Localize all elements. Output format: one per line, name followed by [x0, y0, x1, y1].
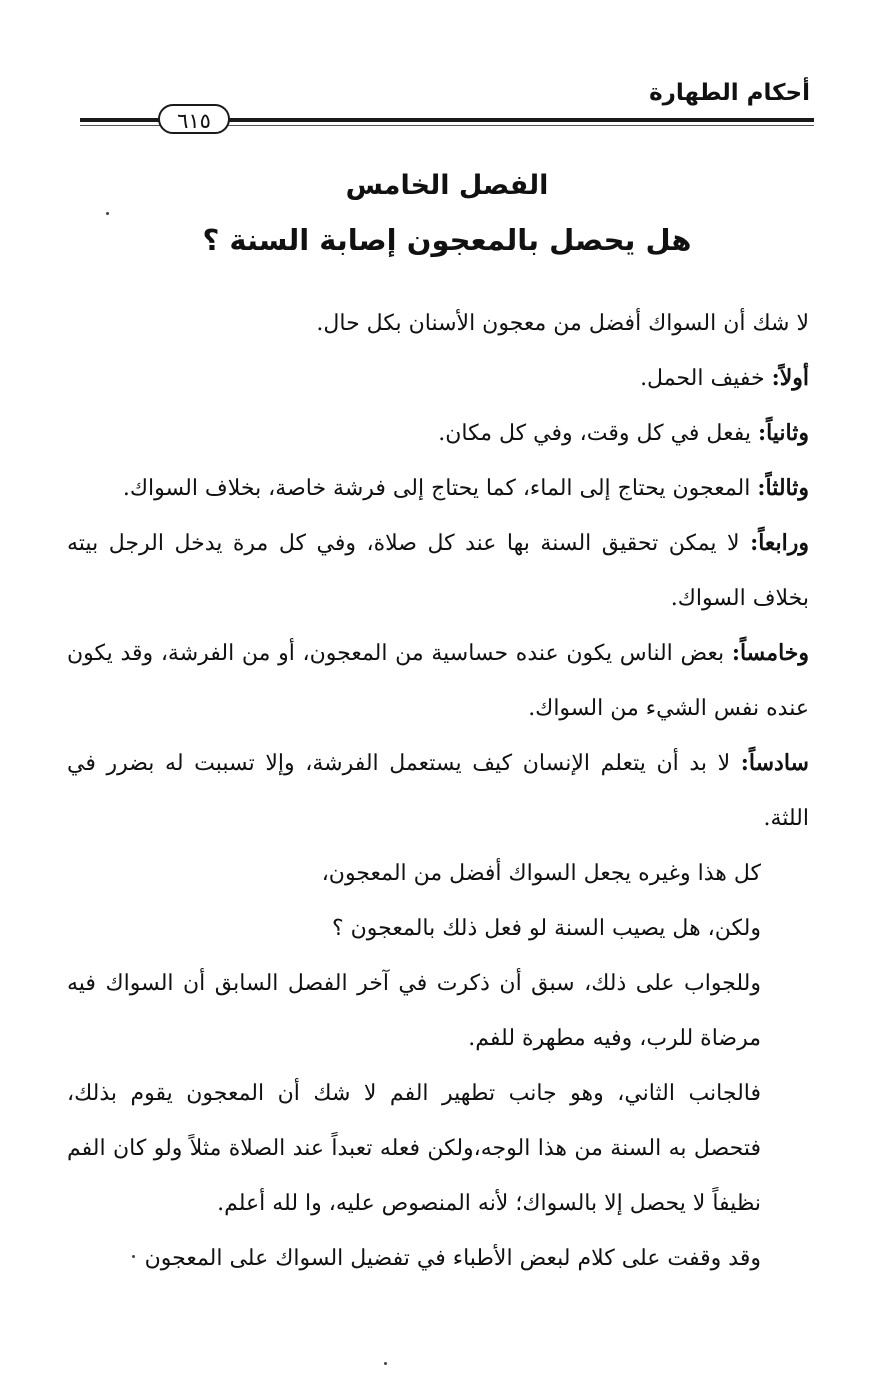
- paragraph: [67, 1231, 809, 1286]
- chapter-question: هل يحصل بالمعجون إصابة السنة ؟: [202, 223, 692, 257]
- paragraph-text: فالجانب الثاني، وهو جانب تطهير الفم لا شك أن المعجون يقوم بذلك، فتحصل به السنة من هذا الوجه،ولكن فعله تعبداً عند الصلاة مثلاً ولو كان الفم نظيفاً لا يحصل إلا بالسواك؛ لأنه المنصوص عليه، وا لله أعلم.: [67, 1081, 761, 1216]
- paragraph: [67, 1066, 809, 1231]
- paragraph-lead: وثالثاً:: [757, 475, 809, 501]
- scan-speck: [132, 1255, 135, 1258]
- paragraph-text: بعض الناس يكون عنده حساسية من المعجون، أو من الفرشة، وقد يكون عنده نفس الشيء من السواك.: [67, 641, 809, 721]
- paragraph: [67, 406, 809, 461]
- book-title: أحكام الطهارة: [649, 80, 810, 106]
- paragraph: [67, 846, 809, 901]
- paragraph-lead: سادساً:: [740, 750, 809, 776]
- paragraph: [67, 461, 809, 516]
- running-header: [80, 78, 814, 138]
- paragraph-text: لا يمكن تحقيق السنة بها عند كل صلاة، وفي كل مرة يدخل الرجل بيته بخلاف السواك.: [67, 531, 809, 611]
- paragraph-text: كل هذا وغيره يجعل السواك أفضل من المعجون،: [321, 861, 761, 886]
- paragraph-text: يفعل في كل وقت، وفي كل مكان.: [438, 421, 758, 446]
- paragraph-lead: أولاً:: [771, 365, 809, 391]
- paragraph-text: ولكن، هل يصيب السنة لو فعل ذلك بالمعجون ؟: [331, 916, 761, 941]
- paragraph-lead: وثانياً:: [757, 420, 809, 446]
- chapter-title: الفصل الخامس: [345, 170, 549, 201]
- paragraph: [67, 901, 809, 956]
- paragraph-text: خفيف الحمل.: [640, 366, 772, 391]
- paragraph-text: المعجون يحتاج إلى الماء، كما يحتاج إلى فرشة خاصة، بخلاف السواك.: [122, 476, 758, 501]
- paragraph: [67, 626, 809, 736]
- paragraph-text: لا بد أن يتعلم الإنسان كيف يستعمل الفرشة، وإلا تسببت له بضرر في اللثة.: [67, 751, 809, 831]
- paragraph: [67, 516, 809, 626]
- paragraph: [67, 736, 809, 846]
- paragraph-text: وللجواب على ذلك، سبق أن ذكرت في آخر الفصل السابق أن السواك فيه مرضاة للرب، وفيه مطهرة للفم.: [67, 971, 761, 1051]
- paragraph: [67, 956, 809, 1066]
- page-number: ٦١٥: [158, 104, 230, 134]
- paragraph-lead: ورابعاً:: [750, 530, 809, 556]
- body-text: [67, 296, 809, 1286]
- paragraph-text: لا شك أن السواك أفضل من معجون الأسنان بكل حال.: [316, 311, 809, 336]
- scan-speck: [384, 1362, 387, 1365]
- paragraph-lead: وخامساً:: [731, 640, 809, 666]
- scan-speck: [106, 212, 109, 215]
- paragraph: [67, 296, 809, 351]
- paragraph-text: وقد وقفت على كلام لبعض الأطباء في تفضيل السواك على المعجون: [144, 1246, 761, 1271]
- paragraph: [67, 351, 809, 406]
